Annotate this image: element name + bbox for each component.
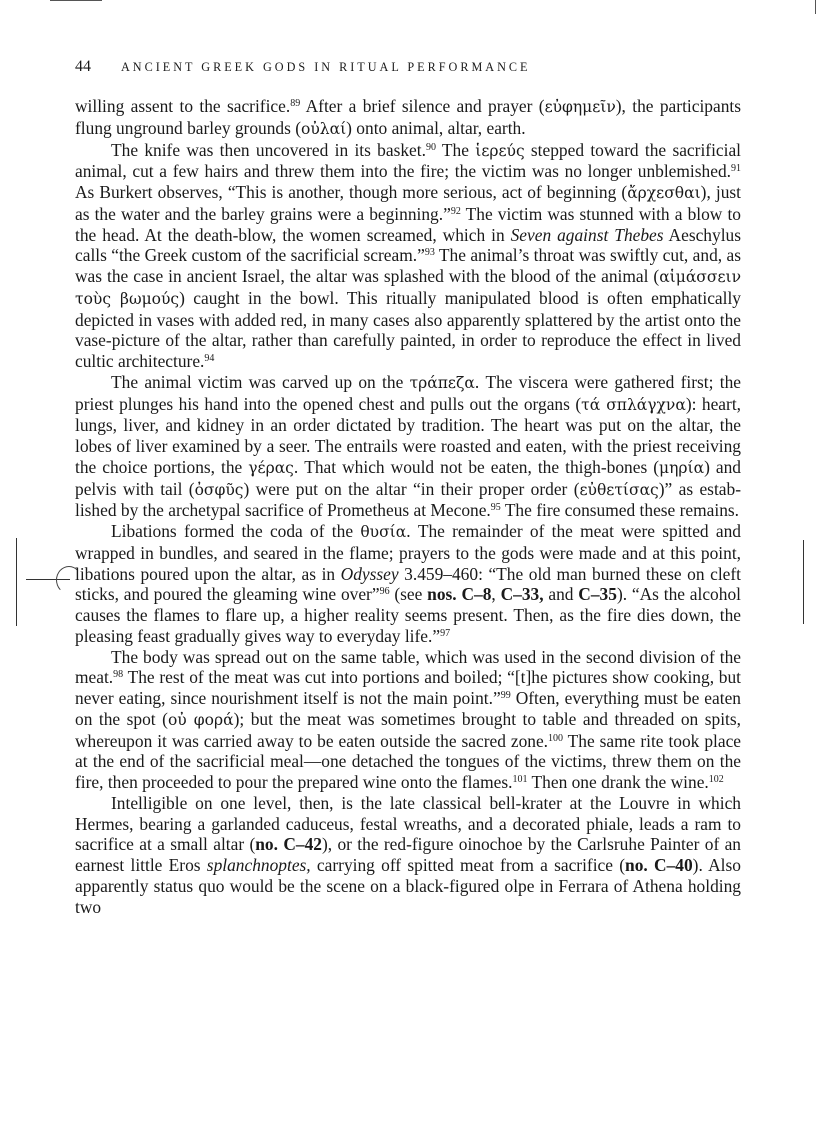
text-run: Libations formed the coda of the [111,521,361,541]
footnote-ref: 102 [708,774,724,785]
text-run: ); but the meat was sometimes brought to table and threaded on spits, whereupon it was carried away to be eaten outside the sacred zone. [75,708,741,751]
text-run: After a brief silence and prayer ( [300,96,545,116]
footnote-ref: 89 [290,98,301,109]
footnote-ref: 91 [731,163,741,175]
text-run: The knife was then uncovered in its basket. [111,139,426,160]
text-run: ): heart, lungs, liver, and kidney in an order dictated by tradition. The heart was put on the altar, the lobes of liver examined by a seer. The entrails were roasted and eaten, with the priest receiving the choice portions, the [75,393,742,477]
greek-term: οὐ φορά [167,710,234,729]
text-run: The [435,139,476,160]
paragraph-2 [75,140,741,372]
text-run: The animal’s throat was swiftly cut, and, as was the case in ancient Israel, the altar was splashed with the blood of the animal ( [75,245,741,286]
text-run: carrying off spitted meat from a sacrifice ( [310,855,626,875]
footnote-ref: 94 [204,353,215,364]
text-run: ) and pelvis with tail ( [75,456,741,499]
title-italic: Odyssey [340,563,399,584]
greek-term: θυσία [360,523,407,541]
text-run: . That which would not be eaten, the thigh-bones ( [293,456,660,477]
text-run: ), or the red-figure oinochoe by the Carlsruhe Painter of an earnest little Eros [75,834,741,875]
text-run: The rest of the meat was cut into portions and boiled; “[t]he pictures show cooking, but never eating, since nourishment itself is not the main point.” [75,667,741,708]
greek-term: εὐφημεῖν [544,98,616,116]
greek-term: μηρία [659,458,705,477]
greek-term: ἱερεύς [475,141,525,160]
text-run: ) caught in the bowl. This ritually manipulated blood is often emphatically depicted in vases with added red, in many cases also apparently splattered by the artist onto the vase-picture of the altar, rather than carefully painted, in order to reproduce the effect in lived cultic architecture. [75,287,741,371]
footnote-ref: 93 [424,247,435,259]
paragraph-3 [75,372,741,521]
text-run: Then one drank the wine. [527,772,709,792]
catalogue-ref: C–35 [578,584,617,605]
greek-term: γέρας [248,458,294,477]
paragraph-4 [75,521,741,647]
text-run: ). Also apparently status quo would be the scene on a black-figured olpe in Ferrara of Athena holding two [75,855,741,917]
footnote-ref: 97 [440,627,451,639]
text-run: The animal victim was carved up on the [111,371,410,392]
text-run: (see [389,584,428,605]
catalogue-ref: no. C–42 [255,834,322,855]
crop-mark-top [50,0,102,1]
footnote-ref: 96 [379,586,390,598]
text-run: willing assent to the sacrifice. [75,96,291,116]
footnote-ref: 101 [512,774,528,785]
footnote-ref: 90 [425,141,436,153]
footnote-ref: 100 [548,732,564,744]
greek-term: τά σπλάγχνα [581,395,686,414]
text-run: The same rite took place at the end of the sacrificial meal—one detached the tongues of the victims, threw them on the fire, then proceeded to pour the prepared wine onto the flames. [75,730,742,792]
text-run: ) onto animal, altar, earth. [346,117,526,138]
text-run: . The viscera were gathered first; the priest plunges his hand into the opened chest and pulls out the organs ( [75,371,741,414]
text-run: 3.459–460: “The old man burned these on cleft sticks, and poured the gleaming wine over” [75,563,741,605]
text-run: As Burkert observes, “This is another, though more serious, act of beginning ( [75,182,628,202]
text-run: ), just as the water and the barley grains were a beginning.” [75,182,741,224]
text-run: The body was spread out on the same table, which was used in the second division of the meat. [75,646,741,688]
page-number: 44 [75,58,91,75]
text-run: and [543,584,579,605]
crop-mark-left [16,538,17,626]
greek-term: εὐθετίσας [579,480,659,499]
paragraph-5 [75,647,741,793]
body-text [75,96,741,917]
text-run: The fire consumed these remains. [500,500,740,521]
term-italic: splanchnoptes, [206,855,311,875]
page-header [75,58,745,78]
footnote-ref: 99 [500,690,511,701]
paragraph-6 [75,793,741,918]
catalogue-ref: C–33, [500,584,544,605]
catalogue-ref: no. C–40 [625,855,693,875]
text-run: . The remainder of the meat were spitted and wrapped in bundles, and seared in the flame; prayers to the gods were made and at this point, libations poured upon the altar, as in [75,521,741,584]
text-run: The victim was stunned with a blow to the head. At the death-blow, the women screamed, which in [75,203,741,245]
greek-term: αἱμάσσειν τοὺς βωμούς [75,268,741,308]
crop-mark-right [803,540,804,624]
greek-term: ὀσφῦς [194,480,244,499]
text-run: ). “As the alcohol causes the flames to flare up, a higher reality seems present. Then, as the fire dies down, the pleasing feast gradually gives way to everyday life.” [75,584,741,646]
text-run: , [491,584,501,605]
greek-term: τράπεζα [409,373,475,392]
text-run: Aeschylus calls “the Greek custom of the sacrificial scream.” [75,224,741,266]
running-head: ANCIENT GREEK GODS IN RITUAL PERFORMANCE [121,60,531,74]
text-run: stepped toward the sacrificial animal, cut a few hairs and threw them into the fire; the victim was no longer unblemished. [75,139,741,182]
paragraph-1 [75,96,741,140]
footnote-ref: 92 [450,205,461,217]
text-run: )” as established by the archetypal sacrifice of Prometheus at Mecone. [75,478,741,521]
footnote-ref: 98 [113,669,124,681]
catalogue-ref: nos. C–8 [427,584,492,605]
text-run: Intelligible on one level, then, is the late classical bell-krater at the Louvre in which Hermes, bearing a garlanded caduceus, festal wreaths, and a decorated phiale, leads a ram to sacrifice at a small altar ( [75,792,741,855]
footnote-ref: 95 [490,502,501,514]
text-run: ), the participants flung unground barley grounds ( [75,96,741,138]
text-run: ) were put on the altar “in their proper order ( [243,478,580,499]
text-run: Often, everything must be eaten on the spot ( [75,688,741,729]
greek-term: ἄρχεσθαι [627,184,701,202]
title-italic: Seven against Thebes [510,224,664,245]
greek-term: οὐλαί [301,119,347,138]
